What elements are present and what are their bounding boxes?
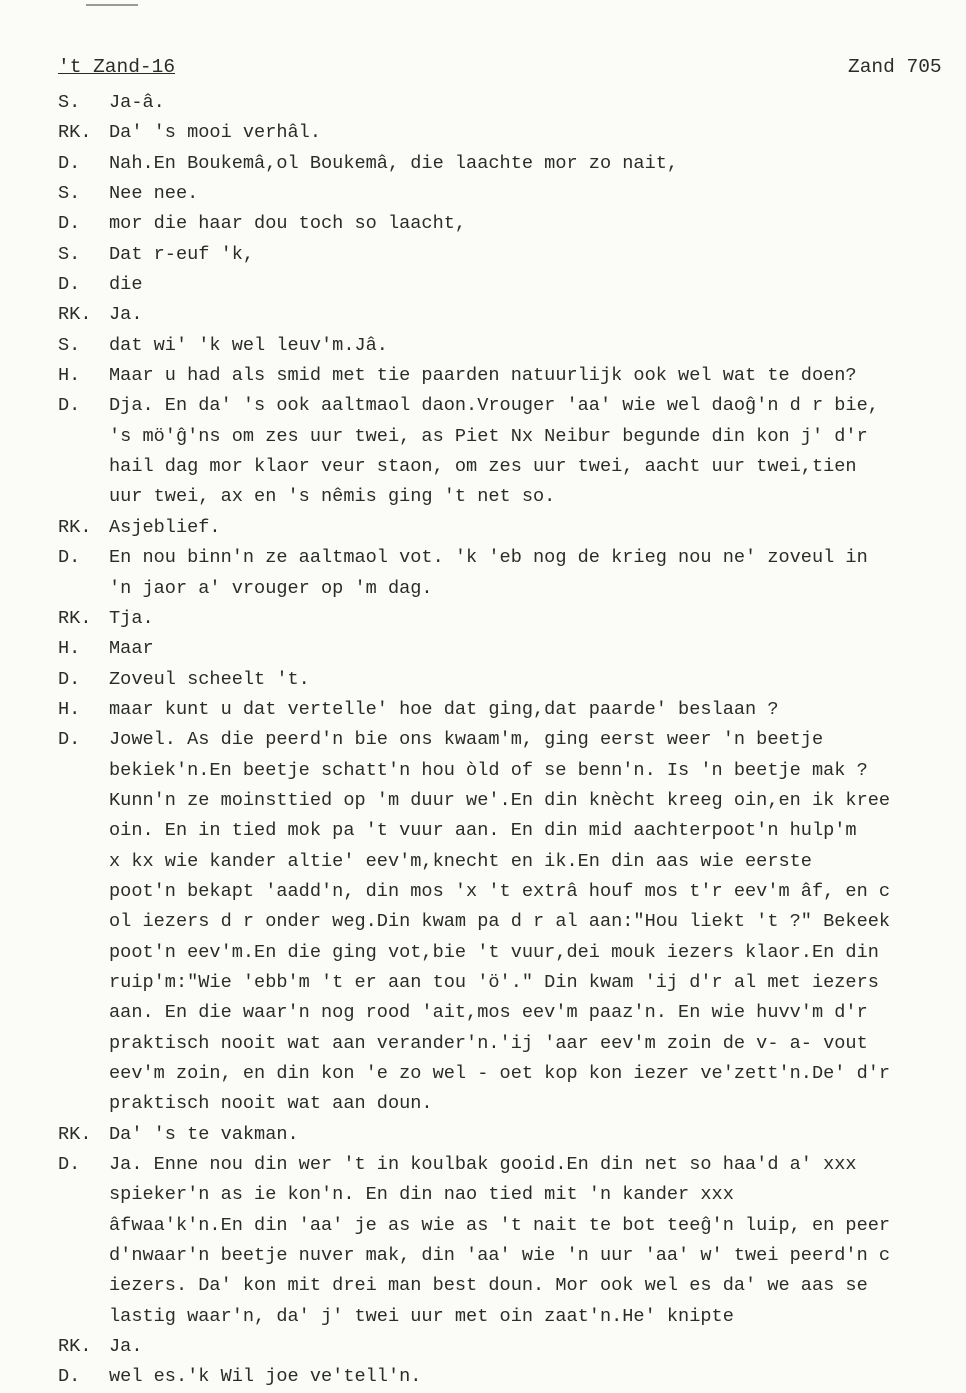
speaker-label: RK. (58, 607, 92, 629)
dialogue-line: Zoveul scheelt 't. (109, 668, 310, 690)
speaker-label: RK. (58, 1336, 92, 1358)
dialogue-turn (0, 1332, 966, 1362)
speaker-label: S. (58, 334, 81, 356)
dialogue-turn (0, 1362, 966, 1392)
dialogue-line: die (109, 274, 143, 296)
dialogue-turn (0, 149, 966, 179)
dialogue-line: iezers. Da' kon mit drei man best doun. Mor ook wel es da' we aas se (109, 1275, 868, 1297)
dialogue-line: Maar u had als smid met tie paarden natuurlijk ook wel wat te doen? (109, 365, 857, 387)
dialogue-turn (0, 179, 966, 209)
dialogue-line: Da' 's te vakman. (109, 1123, 299, 1145)
speaker-label: D. (58, 274, 81, 296)
speaker-label: D. (58, 395, 81, 417)
dialogue-turn (0, 209, 966, 239)
dialogue-line: Kunn'n ze moinsttied op 'm duur we'.En din knècht kreeg oin,en ik kree (109, 789, 891, 811)
dialogue-line: mor die haar dou toch so laacht, (109, 213, 467, 235)
speaker-label: RK. (58, 1123, 92, 1145)
dialogue-turn (0, 118, 966, 148)
dialogue-line: Dja. En da' 's ook aaltmaol daon.Vrouger 'aa' wie wel daoĝ'n d r bie, (109, 395, 879, 417)
speaker-label: D. (58, 1154, 81, 1176)
dialogue-line: poot'n eev'm.En die ging vot,bie 't vuur,dei mouk iezers klaor.En din (109, 941, 879, 963)
speaker-label: S. (58, 92, 81, 113)
dialogue-turn (0, 665, 966, 695)
dialogue-line: spieker'n as ie kon'n. En din nao tied mit 'n kander xxx (109, 1184, 734, 1206)
dialogue-turn (0, 270, 966, 300)
dialogue-line: maar kunt u dat vertelle' hoe dat ging,dat paarde' beslaan ? (109, 698, 779, 720)
dialogue-line: Nah.En Boukemâ,ol Boukemâ, die laachte mor zo nait, (109, 152, 679, 174)
dialogue-turn (0, 331, 966, 361)
dialogue-line: eev'm zoin, en din kon 'e zo wel - oet kop kon iezer ve'zett'n.De' d'r (109, 1063, 891, 1084)
dialogue-line: En nou binn'n ze aaltmaol vot. 'k 'eb nog de krieg nou ne' zoveul in (109, 547, 868, 569)
dialogue-turn (0, 1150, 966, 1332)
dialogue-turn (0, 240, 966, 270)
dialogue-line: x kx wie kander altie' eev'm,knecht en ik.En din aas wie eerste (109, 850, 812, 872)
dialogue-line: uur twei, ax en 's nêmis ging 't net so. (109, 486, 556, 508)
dialogue-line: d'nwaar'n beetje nuver mak, din 'aa' wie 'n uur 'aa' w' twei peerd'n c (109, 1245, 891, 1267)
dialogue-line: Ja-â. (109, 92, 165, 113)
speaker-label: D. (58, 152, 81, 174)
dialogue-line: Ja. (109, 304, 143, 326)
dialogue-turn (0, 543, 966, 604)
dialogue-line: Da' 's mooi verhâl. (109, 122, 322, 144)
dialogue-line: ruip'm:"Wie 'ebb'm 't er aan tou 'ö'." Din kwam 'ij d'r al met iezers (109, 971, 879, 993)
dialogue-line: 's mö'ĝ'ns om zes uur twei, as Piet Nx Neibur begunde din kon j' d'r (109, 425, 868, 447)
speaker-label: H. (58, 638, 81, 660)
dialogue-line: 'n jaor a' vrouger op 'm dag. (109, 577, 433, 599)
dialogue-line: wel es.'k Wil joe ve'tell'n. (109, 1366, 422, 1388)
dialogue-turn (0, 634, 966, 664)
dialogue-line: âfwaa'k'n.En din 'aa' je as wie as 't nait te bot teeĝ'n luip, en peer (109, 1214, 891, 1236)
dialogue-line: ol iezers d r onder weg.Din kwam pa d r al aan:"Hou liekt 't ?" Bekeek (109, 911, 891, 933)
speaker-label: H. (58, 365, 81, 387)
speaker-label: RK. (58, 304, 92, 326)
dialogue-transcript (0, 88, 966, 1393)
speaker-label: D. (58, 1366, 81, 1388)
dialogue-line: hail dag mor klaor veur staon, om zes uur twei, aacht uur twei,tien (109, 456, 857, 478)
dialogue-line: Ja. Enne nou din wer 't in koulbak gooid.En din net so haa'd a' xxx (109, 1154, 857, 1176)
speaker-label: S. (58, 183, 81, 205)
dialogue-turn (0, 1120, 966, 1150)
speaker-label: RK. (58, 122, 92, 144)
speaker-label: D. (58, 547, 81, 569)
dialogue-turn (0, 88, 966, 118)
speaker-label: RK. (58, 516, 92, 538)
dialogue-line: Ja. (109, 1336, 143, 1358)
dialogue-turn (0, 513, 966, 543)
speaker-label: S. (58, 243, 81, 265)
speaker-label: H. (58, 698, 81, 720)
dialogue-line: praktisch nooit wat aan verander'n.'ij 'aar eev'm zoin de v- a- vout (109, 1032, 868, 1054)
dialogue-line: oin. En in tied mok pa 't vuur aan. En din mid aachterpoot'n hulp'm (109, 820, 857, 842)
dialogue-line: Asjeblief. (109, 516, 221, 538)
speaker-label: D. (58, 729, 81, 751)
dialogue-turn (0, 604, 966, 634)
dialogue-line: praktisch nooit wat aan doun. (109, 1093, 433, 1115)
page-header-title: 't Zand-16 (58, 56, 176, 78)
speaker-label: D. (58, 213, 81, 235)
dialogue-line: lastig waar'n, da' j' twei uur met oin zaat'n.He' knipte (109, 1305, 734, 1327)
dialogue-line: poot'n bekapt 'aadd'n, din mos 'x 't extrâ houf mos t'r eev'm âf, en c (109, 880, 891, 902)
dialogue-line: dat wi' 'k wel leuv'm.Jâ. (109, 334, 388, 356)
dialogue-turn (0, 695, 966, 725)
dialogue-line: Dat r-euf 'k, (109, 243, 255, 265)
speaker-label: D. (58, 668, 81, 690)
dialogue-line: Tja. (109, 607, 154, 629)
dialogue-line: aan. En die waar'n nog rood 'ait,mos eev'm paaz'n. En wie huvv'm d'r (109, 1002, 868, 1024)
dialogue-turn (0, 725, 966, 1119)
dialogue-line: Maar (109, 638, 154, 660)
top-scan-mark (86, 4, 138, 6)
dialogue-turn (0, 300, 966, 330)
dialogue-line: Nee nee. (109, 183, 199, 205)
dialogue-line: bekiek'n.En beetje schatt'n hou òld of se benn'n. Is 'n beetje mak ? (109, 759, 868, 781)
dialogue-turn (0, 391, 966, 512)
page-number: Zand 705 (848, 56, 942, 78)
dialogue-line: Jowel. As die peerd'n bie ons kwaam'm, ging eerst weer 'n beetje (109, 729, 824, 751)
dialogue-turn (0, 361, 966, 391)
